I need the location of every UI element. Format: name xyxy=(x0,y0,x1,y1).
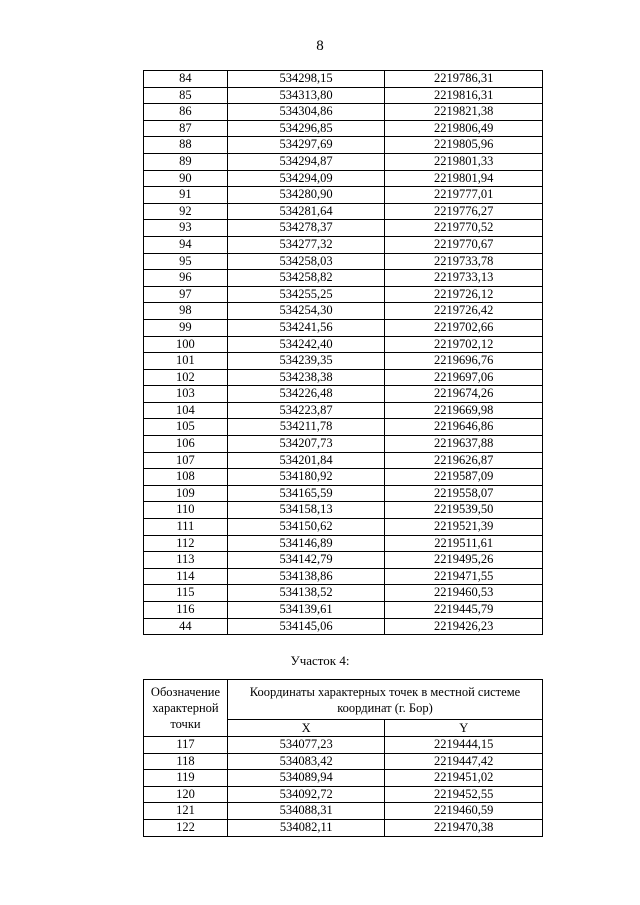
point-number-cell: 96 xyxy=(144,270,228,287)
table-row xyxy=(144,369,543,386)
y-coordinate-cell: 2219770,67 xyxy=(385,236,543,253)
y-coordinate-cell: 2219637,88 xyxy=(385,436,543,453)
table-row xyxy=(144,220,543,237)
table-row xyxy=(144,286,543,303)
x-coordinate-cell: 534211,78 xyxy=(227,419,385,436)
x-coordinate-cell: 534138,86 xyxy=(227,568,385,585)
y-coordinate-cell: 2219646,86 xyxy=(385,419,543,436)
y-coordinate-cell: 2219777,01 xyxy=(385,187,543,204)
y-coordinate-cell: 2219511,61 xyxy=(385,535,543,552)
point-number-cell: 97 xyxy=(144,286,228,303)
x-coordinate-cell: 534258,03 xyxy=(227,253,385,270)
point-number-cell: 118 xyxy=(144,753,228,770)
point-number-cell: 110 xyxy=(144,502,228,519)
x-coordinate-cell: 534294,09 xyxy=(227,170,385,187)
table-row xyxy=(144,535,543,552)
y-coordinate-cell: 2219697,06 xyxy=(385,369,543,386)
y-coordinate-cell: 2219770,52 xyxy=(385,220,543,237)
point-number-cell: 100 xyxy=(144,336,228,353)
x-coordinate-cell: 534226,48 xyxy=(227,386,385,403)
y-coordinate-cell: 2219426,23 xyxy=(385,618,543,635)
x-coordinate-cell: 534241,56 xyxy=(227,319,385,336)
y-coordinate-cell: 2219801,33 xyxy=(385,153,543,170)
x-coordinate-cell: 534294,87 xyxy=(227,153,385,170)
table-row xyxy=(144,485,543,502)
section-coordinates-table xyxy=(143,679,543,837)
table-row xyxy=(144,436,543,453)
x-coordinate-cell: 534083,42 xyxy=(227,753,385,770)
x-coordinate-cell: 534158,13 xyxy=(227,502,385,519)
table-row xyxy=(144,618,543,635)
y-coordinate-cell: 2219776,27 xyxy=(385,203,543,220)
y-coordinate-cell: 2219702,12 xyxy=(385,336,543,353)
y-coordinate-cell: 2219696,76 xyxy=(385,353,543,370)
x-coordinate-cell: 534242,40 xyxy=(227,336,385,353)
x-coordinate-cell: 534092,72 xyxy=(227,786,385,803)
y-coordinate-cell: 2219626,87 xyxy=(385,452,543,469)
point-number-cell: 105 xyxy=(144,419,228,436)
x-coordinate-cell: 534142,79 xyxy=(227,552,385,569)
point-number-cell: 90 xyxy=(144,170,228,187)
table-row xyxy=(144,120,543,137)
point-number-cell: 114 xyxy=(144,568,228,585)
point-number-cell: 89 xyxy=(144,153,228,170)
x-coordinate-cell: 534296,85 xyxy=(227,120,385,137)
y-coordinate-cell: 2219816,31 xyxy=(385,87,543,104)
x-column-header: X xyxy=(227,719,385,736)
point-number-cell: 103 xyxy=(144,386,228,403)
section-table-header xyxy=(144,680,543,737)
x-coordinate-cell: 534145,06 xyxy=(227,618,385,635)
x-coordinate-cell: 534298,15 xyxy=(227,71,385,88)
y-coordinate-cell: 2219702,66 xyxy=(385,319,543,336)
y-coordinate-cell: 2219460,53 xyxy=(385,585,543,602)
point-number-cell: 99 xyxy=(144,319,228,336)
point-number-cell: 93 xyxy=(144,220,228,237)
point-number-cell: 108 xyxy=(144,469,228,486)
table-row xyxy=(144,71,543,88)
table-row xyxy=(144,786,543,803)
y-coordinate-cell: 2219447,42 xyxy=(385,753,543,770)
point-number-cell: 120 xyxy=(144,786,228,803)
y-coordinate-cell: 2219452,55 xyxy=(385,786,543,803)
point-designation-header: Обозначение характерной точки xyxy=(144,680,228,737)
x-coordinate-cell: 534138,52 xyxy=(227,585,385,602)
y-coordinate-cell: 2219587,09 xyxy=(385,469,543,486)
y-coordinate-cell: 2219558,07 xyxy=(385,485,543,502)
table-row xyxy=(144,602,543,619)
y-coordinate-cell: 2219733,78 xyxy=(385,253,543,270)
point-number-cell: 117 xyxy=(144,737,228,754)
point-number-cell: 116 xyxy=(144,602,228,619)
header-row xyxy=(144,680,543,720)
point-number-cell: 95 xyxy=(144,253,228,270)
table-row xyxy=(144,170,543,187)
y-coordinate-cell: 2219674,26 xyxy=(385,386,543,403)
point-number-cell: 98 xyxy=(144,303,228,320)
coordinates-header: Координаты характерных точек в местной системе координат (г. Бор) xyxy=(227,680,542,720)
table-row xyxy=(144,568,543,585)
table-row xyxy=(144,737,543,754)
point-number-cell: 115 xyxy=(144,585,228,602)
table-row xyxy=(144,203,543,220)
table-row xyxy=(144,336,543,353)
x-coordinate-cell: 534239,35 xyxy=(227,353,385,370)
coordinates-table xyxy=(143,70,543,635)
y-coordinate-cell: 2219669,98 xyxy=(385,402,543,419)
coordinates-table-body xyxy=(144,71,543,635)
x-coordinate-cell: 534304,86 xyxy=(227,104,385,121)
y-coordinate-cell: 2219539,50 xyxy=(385,502,543,519)
x-coordinate-cell: 534139,61 xyxy=(227,602,385,619)
y-coordinate-cell: 2219786,31 xyxy=(385,71,543,88)
table-row xyxy=(144,819,543,836)
x-coordinate-cell: 534207,73 xyxy=(227,436,385,453)
table-row xyxy=(144,770,543,787)
point-number-cell: 88 xyxy=(144,137,228,154)
table-row xyxy=(144,452,543,469)
x-coordinate-cell: 534077,23 xyxy=(227,737,385,754)
x-coordinate-cell: 534238,38 xyxy=(227,369,385,386)
x-coordinate-cell: 534082,11 xyxy=(227,819,385,836)
x-coordinate-cell: 534089,94 xyxy=(227,770,385,787)
point-number-cell: 106 xyxy=(144,436,228,453)
point-number-cell: 85 xyxy=(144,87,228,104)
point-number-cell: 44 xyxy=(144,618,228,635)
table-row xyxy=(144,585,543,602)
x-coordinate-cell: 534223,87 xyxy=(227,402,385,419)
table-row xyxy=(144,87,543,104)
table-row xyxy=(144,502,543,519)
point-number-cell: 119 xyxy=(144,770,228,787)
section-table-body xyxy=(144,737,543,837)
y-coordinate-cell: 2219805,96 xyxy=(385,137,543,154)
point-number-cell: 111 xyxy=(144,519,228,536)
point-number-cell: 122 xyxy=(144,819,228,836)
point-number-cell: 94 xyxy=(144,236,228,253)
x-coordinate-cell: 534277,32 xyxy=(227,236,385,253)
x-coordinate-cell: 534297,69 xyxy=(227,137,385,154)
x-coordinate-cell: 534201,84 xyxy=(227,452,385,469)
y-coordinate-cell: 2219445,79 xyxy=(385,602,543,619)
x-coordinate-cell: 534088,31 xyxy=(227,803,385,820)
x-coordinate-cell: 534180,92 xyxy=(227,469,385,486)
y-coordinate-cell: 2219495,26 xyxy=(385,552,543,569)
y-coordinate-cell: 2219471,55 xyxy=(385,568,543,585)
x-coordinate-cell: 534150,62 xyxy=(227,519,385,536)
x-coordinate-cell: 534280,90 xyxy=(227,187,385,204)
table-row xyxy=(144,319,543,336)
x-coordinate-cell: 534165,59 xyxy=(227,485,385,502)
point-number-cell: 112 xyxy=(144,535,228,552)
y-coordinate-cell: 2219726,42 xyxy=(385,303,543,320)
point-number-cell: 121 xyxy=(144,803,228,820)
y-coordinate-cell: 2219451,02 xyxy=(385,770,543,787)
x-coordinate-cell: 534278,37 xyxy=(227,220,385,237)
point-number-cell: 84 xyxy=(144,71,228,88)
table-row xyxy=(144,386,543,403)
x-coordinate-cell: 534255,25 xyxy=(227,286,385,303)
table-row xyxy=(144,104,543,121)
table-row xyxy=(144,303,543,320)
point-number-cell: 86 xyxy=(144,104,228,121)
table-row xyxy=(144,552,543,569)
y-coordinate-cell: 2219821,38 xyxy=(385,104,543,121)
x-coordinate-cell: 534313,80 xyxy=(227,87,385,104)
table-row xyxy=(144,137,543,154)
y-coordinate-cell: 2219521,39 xyxy=(385,519,543,536)
table-row xyxy=(144,519,543,536)
page-number: 8 xyxy=(316,38,324,54)
x-coordinate-cell: 534146,89 xyxy=(227,535,385,552)
x-coordinate-cell: 534254,30 xyxy=(227,303,385,320)
y-coordinate-cell: 2219444,15 xyxy=(385,737,543,754)
y-coordinate-cell: 2219801,94 xyxy=(385,170,543,187)
point-number-cell: 91 xyxy=(144,187,228,204)
table-row xyxy=(144,270,543,287)
table-row xyxy=(144,753,543,770)
table-row xyxy=(144,353,543,370)
table-row xyxy=(144,469,543,486)
table-row xyxy=(144,187,543,204)
point-number-cell: 104 xyxy=(144,402,228,419)
point-number-cell: 113 xyxy=(144,552,228,569)
table-row xyxy=(144,402,543,419)
x-coordinate-cell: 534258,82 xyxy=(227,270,385,287)
table-row xyxy=(144,253,543,270)
point-number-cell: 101 xyxy=(144,353,228,370)
x-coordinate-cell: 534281,64 xyxy=(227,203,385,220)
point-number-cell: 109 xyxy=(144,485,228,502)
point-number-cell: 102 xyxy=(144,369,228,386)
y-coordinate-cell: 2219726,12 xyxy=(385,286,543,303)
table-row xyxy=(144,236,543,253)
y-coordinate-cell: 2219470,38 xyxy=(385,819,543,836)
point-number-cell: 87 xyxy=(144,120,228,137)
table-row xyxy=(144,419,543,436)
point-number-cell: 107 xyxy=(144,452,228,469)
y-coordinate-cell: 2219460,59 xyxy=(385,803,543,820)
table-row xyxy=(144,153,543,170)
y-column-header: Y xyxy=(385,719,543,736)
y-coordinate-cell: 2219806,49 xyxy=(385,120,543,137)
table-row xyxy=(144,803,543,820)
y-coordinate-cell: 2219733,13 xyxy=(385,270,543,287)
point-number-cell: 92 xyxy=(144,203,228,220)
section-title: Участок 4: xyxy=(290,653,350,668)
